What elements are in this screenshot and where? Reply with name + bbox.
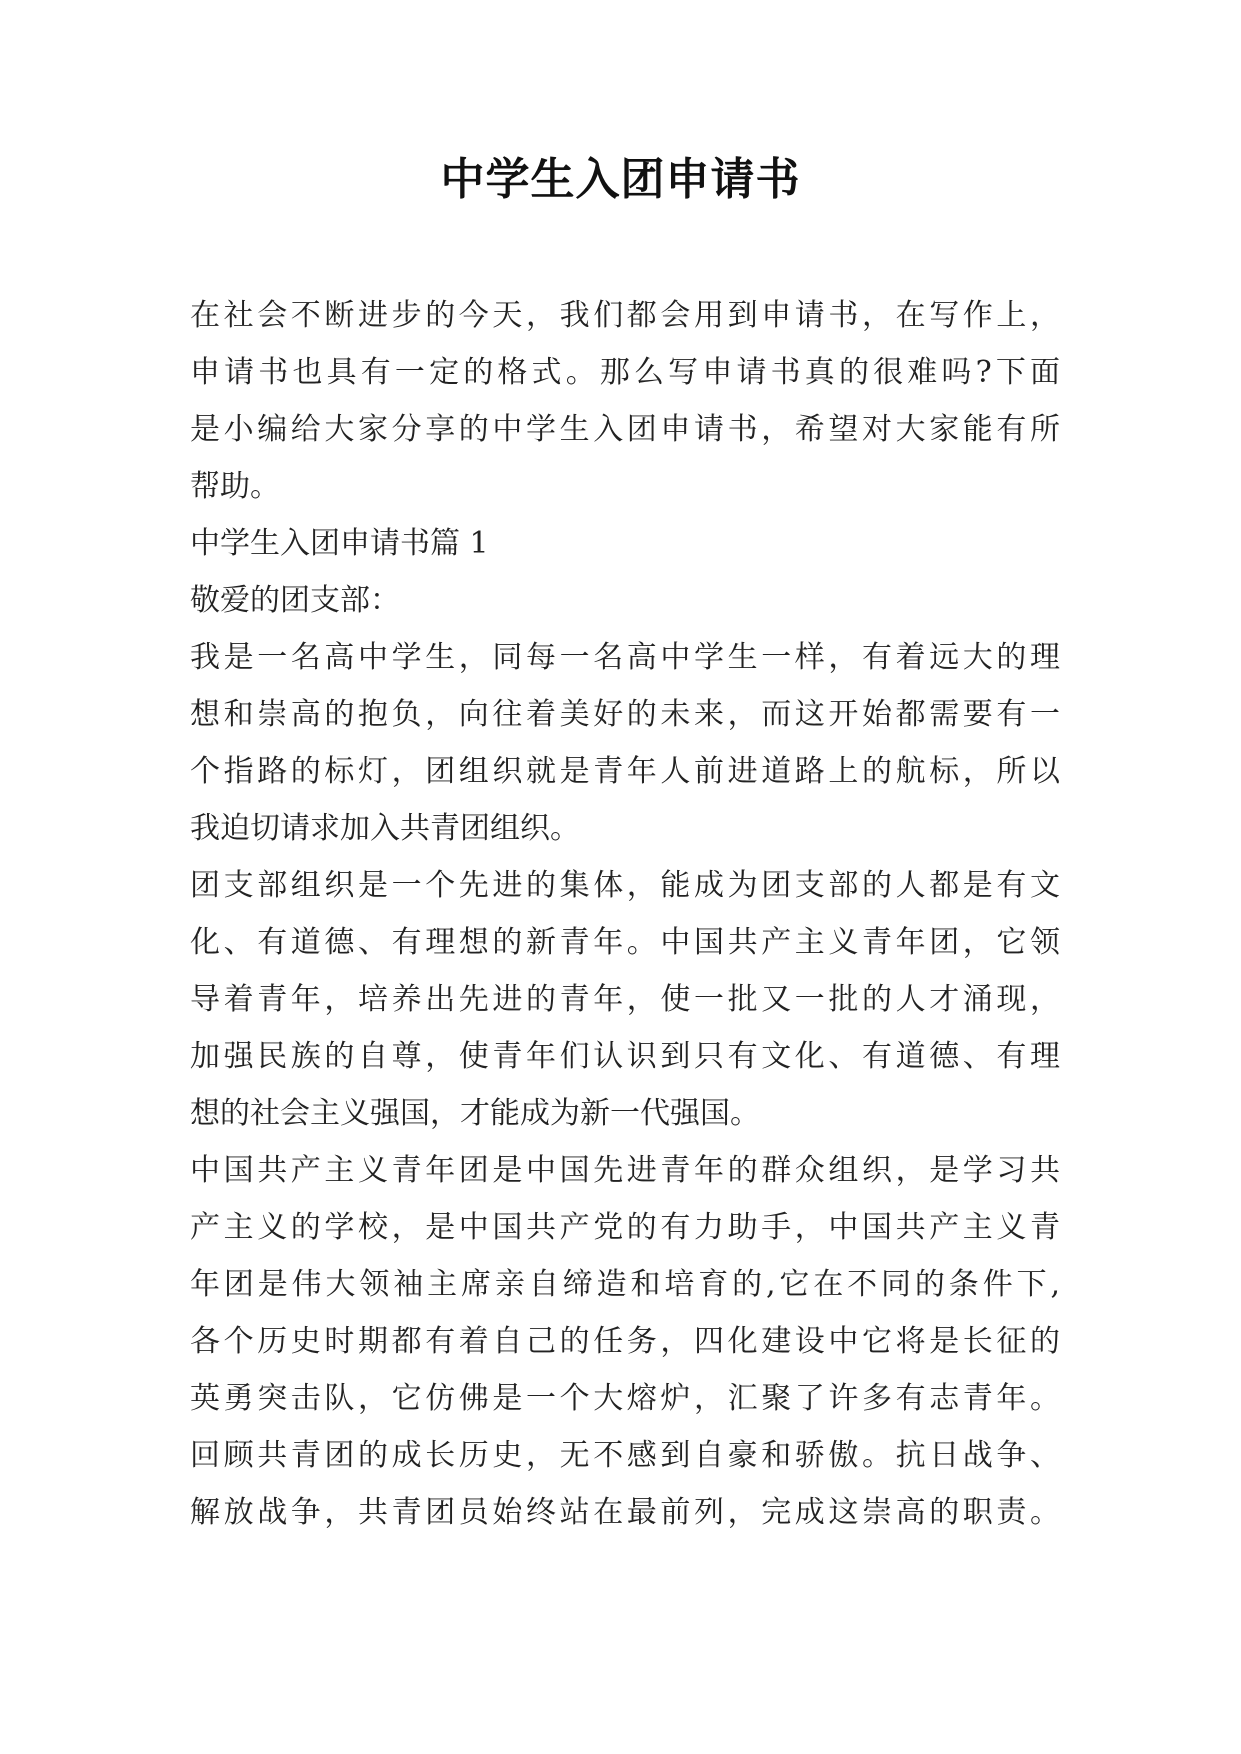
text-line: 解放战争，共青团员始终站在最前列，完成这崇高的职责。 bbox=[190, 1495, 1060, 1530]
text-line: 个指路的标灯，团组织就是青年人前进道路上的航标，所以 bbox=[190, 754, 1060, 789]
text-line: 想的社会主义强国，才能成为新一代强国。 bbox=[190, 1096, 760, 1131]
text-line: 我迫切请求加入共青团组织。 bbox=[190, 811, 580, 846]
text-line: 回顾共青团的成长历史，无不感到自豪和骄傲。抗日战争、 bbox=[190, 1438, 1060, 1473]
text-line: 各个历史时期都有着自己的任务，四化建设中它将是长征的 bbox=[190, 1324, 1060, 1359]
document-body bbox=[190, 287, 1060, 1541]
text-line: 我是一名高中学生，同每一名高中学生一样，有着远大的理 bbox=[190, 640, 1060, 675]
text-line: 导着青年，培养出先进的青年，使一批又一批的人才涌现， bbox=[190, 982, 1060, 1017]
salutation: 敬爱的团支部： bbox=[190, 583, 400, 618]
text-line: 年团是伟大领袖主席亲自缔造和培育的,它在不同的条件下, bbox=[190, 1267, 1060, 1302]
text-line: 产主义的学校，是中国共产党的有力助手，中国共产主义青 bbox=[190, 1210, 1060, 1245]
document-title: 中学生入团申请书 bbox=[440, 154, 801, 205]
text-line: 中国共产主义青年团是中国先进青年的群众组织，是学习共 bbox=[190, 1153, 1060, 1188]
text-line: 加强民族的自尊，使青年们认识到只有文化、有道德、有理 bbox=[190, 1039, 1060, 1074]
section-heading: 中学生入团申请书篇 1 bbox=[190, 526, 489, 561]
text-line: 帮助。 bbox=[190, 469, 280, 504]
text-line: 团支部组织是一个先进的集体，能成为团支部的人都是有文 bbox=[190, 868, 1060, 903]
text-line: 英勇突击队，它仿佛是一个大熔炉，汇聚了许多有志青年。 bbox=[190, 1381, 1060, 1416]
text-line: 是小编给大家分享的中学生入团申请书，希望对大家能有所 bbox=[190, 412, 1060, 447]
text-line: 在社会不断进步的今天，我们都会用到申请书，在写作上， bbox=[190, 298, 1060, 333]
text-line: 想和崇高的抱负，向往着美好的未来，而这开始都需要有一 bbox=[190, 697, 1060, 732]
text-line: 化、有道德、有理想的新青年。中国共产主义青年团，它领 bbox=[190, 925, 1060, 960]
text-line: 申请书也具有一定的格式。那么写申请书真的很难吗?下面 bbox=[190, 355, 1060, 390]
